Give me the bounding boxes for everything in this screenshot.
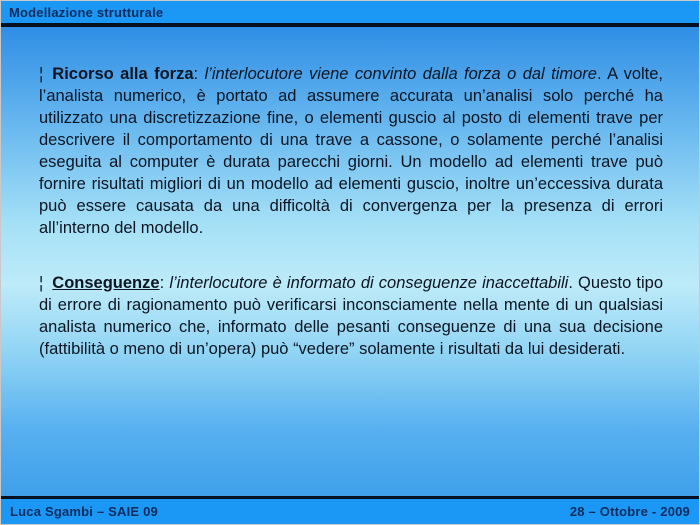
bullet-glyph: ¦ (39, 65, 44, 83)
text-segment: . A volte, l’analista numerico, è portato ad assumere accurata un’analisi solo perché ha utilizzato una discretizzazione fine, o elementi guscio al posto di elementi trave per descrivere il comportamento di una trave a cassone, o solamente perché l’analisi eseguita al computer è durata parecchi giorni. Un modello ad elementi trave può fornire risultati migliori di un modello ad elementi guscio, inoltre un’eccessiva durata può essere causata da una difficoltà di convergenza per la presenza di errori all’interno del modello. (39, 65, 664, 237)
text-segment: l’interlocutore è informato di conseguenze inaccettabili (169, 274, 569, 292)
slide-header-bar (1, 1, 699, 23)
text-segment: . Questo tipo di errore di ragionamento può verificarsi inconsciamente nella mente di un qualsiasi analista numerico che, informato delle pesanti conseguenze di una sua decisione (fattibilità o meno di un’opera) può “vedere” solamente i risultati da lui desiderati. (39, 274, 663, 358)
text-segment: : (193, 65, 205, 83)
paragraph (39, 272, 663, 360)
text-segment: l’interlocutore viene convinto dalla forza o dal timore (204, 65, 597, 83)
slide-body (1, 27, 699, 496)
footer-author: Luca Sgambi – SAIE 09 (10, 504, 158, 519)
text-segment: Conseguenze (52, 274, 160, 292)
bullet-glyph: ¦ (39, 274, 44, 292)
slide-footer-bar (1, 499, 699, 524)
slide-title: Modellazione strutturale (9, 4, 164, 20)
text-segment: Ricorso alla forza (52, 65, 194, 83)
footer-date: 28 – Ottobre - 2009 (569, 504, 690, 519)
text-segment: : (159, 274, 170, 292)
paragraph (39, 63, 663, 239)
slide-body-text (39, 63, 663, 360)
